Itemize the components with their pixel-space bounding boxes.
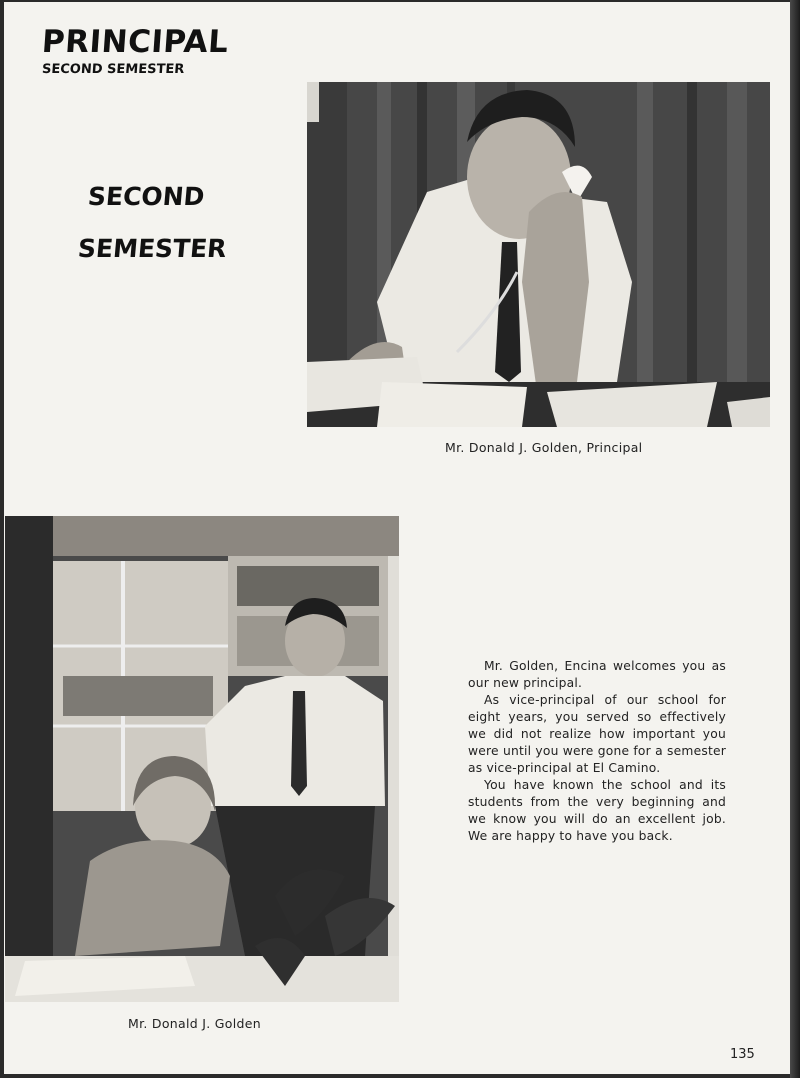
article-paragraph: You have known the school and its students from the very beginning and we know you will do an excellent job. We are happy to have you back. <box>468 778 726 843</box>
principal-office-photo <box>5 516 399 1002</box>
side-title-line2: SEMESTER <box>76 234 228 263</box>
article-paragraph: Mr. Golden, Encina welcomes you as our new principal. <box>468 659 726 690</box>
side-title-line1: SECOND <box>86 182 206 211</box>
page-number: 135 <box>730 1047 755 1062</box>
page-title: PRINCIPAL <box>40 24 230 60</box>
welcome-article <box>468 658 726 845</box>
page-subtitle: SECOND SEMESTER <box>41 62 185 77</box>
yearbook-page <box>4 2 790 1074</box>
principal-office-illustration <box>5 516 399 1002</box>
book-binding-edge <box>790 0 800 1078</box>
top-photo-caption: Mr. Donald J. Golden, Principal <box>445 440 643 455</box>
article-paragraph: As vice-principal of our school for eight years, you served so effectively we did not realize how important you were until you were gone for a semester as vice-principal at El Camino. <box>468 693 726 775</box>
principal-phone-photo <box>307 82 770 427</box>
bottom-photo-caption: Mr. Donald J. Golden <box>128 1016 261 1031</box>
principal-phone-illustration <box>307 82 770 427</box>
